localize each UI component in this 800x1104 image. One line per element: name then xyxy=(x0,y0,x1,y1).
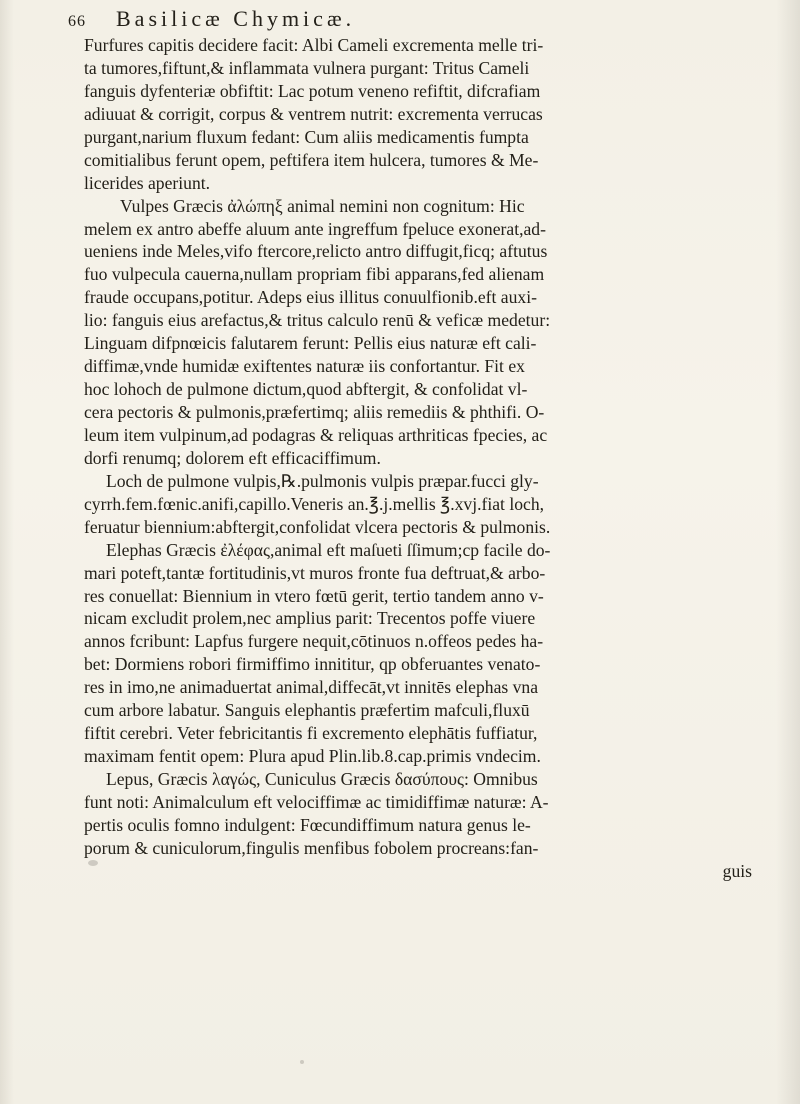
text-line: pertis oculis fomno indulgent: Fœcundiffimum natura genus le- xyxy=(84,814,531,835)
text-line: cera pectoris & pulmonis,præfertimq; aliis remediis & phthifi. O- xyxy=(84,402,545,422)
text-line: licerides aperiunt. xyxy=(84,172,211,193)
paragraph-start-elephas: Elephas Græcis ἐλέφας,animal eft maſueti ſſimum;cp facile do- xyxy=(106,539,551,560)
text-line: maximam fentit opem: Plura apud Plin.lib.8.cap.primis vndecim. xyxy=(84,746,541,767)
page-edge-shadow xyxy=(0,0,14,1104)
text-line: ta tumores,fiftunt,& inflammata vulnera purgant: Tritus Cameli xyxy=(84,57,530,78)
text-line: comitialibus ferunt opem, peftifera item hulcera, tumores & Me- xyxy=(84,149,539,170)
text-line: purgant,narium fluxum fedant: Cum aliis medicamentis fumpta xyxy=(84,126,529,147)
text-line: fraude occupans,potitur. Adeps eius illitus conuulfionib.eft auxi- xyxy=(84,287,537,308)
text-line: mari poteft,tantæ fortitudinis,vt muros fronte fua deftruat,& arbo- xyxy=(84,562,546,583)
text-line: lio: fanguis eius arefactus,& tritus calculo renū & veficæ medetur: xyxy=(84,310,551,331)
text-line: melem ex antro abeffe aluum ante ingreffum fpeluce exonerat,ad- xyxy=(84,218,546,239)
text-line: adiuuat & corrigit, corpus & ventrem nutrit: excrementa verrucas xyxy=(84,103,543,124)
text-line: annos fcribunt: Lapfus furgere nequit,cōtinuos n.offeos pedes ha- xyxy=(84,631,544,652)
text-line: funt noti: Animalculum eft velociffimæ ac timidiffimæ naturæ: A- xyxy=(84,791,549,812)
catchword: guis xyxy=(722,860,752,881)
text-line: ueniens inde Meles,vifo ftercore,relicto antro diffugit,ficq; aftutus xyxy=(84,241,548,262)
page-header xyxy=(68,6,758,32)
text-line: leum item vulpinum,ad podagras & reliquas arthriticas fpecies, ac xyxy=(84,424,548,445)
text-line: feruatur biennium:abftergit,confolidat vlcera pectoris & pulmonis. xyxy=(84,516,551,537)
paragraph-start-loch: Loch de pulmone vulpis,℞.pulmonis vulpis præpar.fucci gly- xyxy=(106,470,539,491)
body-text xyxy=(84,34,752,883)
text-line: dorfi renumq; dolorem eft efficaciffimum. xyxy=(84,447,381,468)
text-line: Linguam difpnœicis falutarem ferunt: Pellis eius naturæ eft cali- xyxy=(84,333,537,354)
text-line: diffimæ,vnde humidæ exiftentes naturæ iis confortantur. Fit ex xyxy=(84,356,525,377)
paragraph-start-vulpes: Vulpes Græcis ἀλώπηξ animal nemini non cognitum: Hic xyxy=(120,195,525,216)
text-line: fiftit cerebri. Veter febricitantis fi excremento elephātis fuffiatur, xyxy=(84,723,538,744)
gutter-shadow xyxy=(776,0,800,1104)
text-line: porum & cuniculorum,fingulis menfibus fobolem procreans:fan- xyxy=(84,837,539,858)
text-line: bet: Dormiens robori firmiffimo innititur, qp obferuantes venato- xyxy=(84,654,541,675)
paragraph-start-lepus: Lepus, Græcis λαγώς, Cuniculus Græcis δασύπους: Omnibus xyxy=(106,769,538,789)
text-line: fanguis dyfenteriæ obfiftit: Lac potum veneno refiftit, difcrafiam xyxy=(84,80,541,101)
text-line: nicam excludit prolem,nec amplius parit: Trecentos poffe viuere xyxy=(84,608,536,629)
text-line: cum arbore labatur. Sanguis elephantis præfertim mafculi,fluxū xyxy=(84,700,530,721)
ink-stain xyxy=(300,1060,304,1064)
page-number: 66 xyxy=(68,13,86,30)
ink-stain xyxy=(88,860,98,866)
text-line: res in imo,ne animaduertat animal,diffecāt,vt innitēs elephas vna xyxy=(84,677,539,698)
text-line: hoc lohoch de pulmone dictum,quod abftergit, & confolidat vl- xyxy=(84,379,528,400)
text-line: res conuellat: Biennium in vtero fœtū gerit, tertio tandem anno v- xyxy=(84,585,544,606)
text-line: Furfures capitis decidere facit: Albi Cameli excrementa melle tri- xyxy=(84,35,544,55)
running-head: Basilicæ Chymicæ. xyxy=(116,6,356,31)
text-line: cyrrh.fem.fœnic.anifi,capillo.Veneris an.℥.j.mellis ℥.xvj.fiat loch, xyxy=(84,493,545,514)
text-line: fuo vulpecula cauerna,nullam propriam fibi apparans,fed alienam xyxy=(84,264,545,285)
